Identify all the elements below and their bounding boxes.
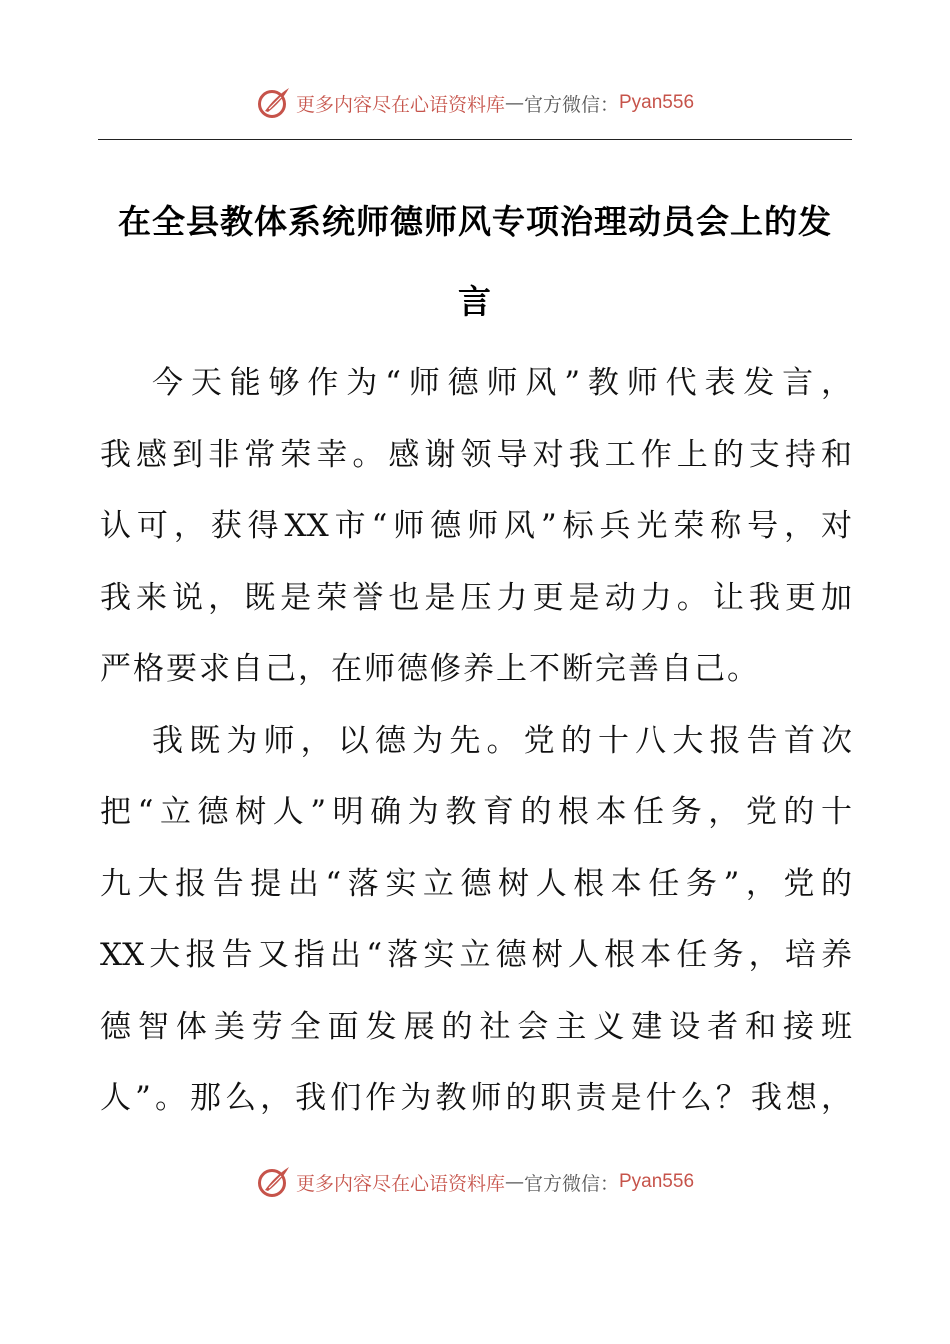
text-line: 今天能够作为“师德师风”教师代表发言， — [152, 365, 852, 401]
document-body — [100, 348, 852, 1135]
text-line: XX大报告又指出“落实立德树人根本任务，培养 — [100, 937, 852, 973]
text-line: 我感到非常荣幸。感谢领导对我工作上的支持和 — [100, 436, 852, 473]
paragraph-2 — [100, 706, 852, 1135]
watermark-brand-text: 更多内容尽在心语资料库 — [295, 1172, 505, 1195]
watermark-wechat-label: 官方微信： — [523, 1172, 619, 1195]
footer-watermark — [0, 1162, 950, 1202]
watermark-wechat-id: Pyan556 — [619, 1171, 695, 1192]
text-line: 人”。那么，我们作为教师的职责是什么？我想， — [100, 1080, 852, 1116]
quill-logo-icon — [256, 85, 292, 121]
title-line-2: 言 — [458, 282, 492, 321]
watermark-dash: — — [504, 92, 524, 114]
text-line: 德智体美劳全面发展的社会主义建设者和接班 — [100, 1008, 852, 1045]
text-line: 九大报告提出“落实立德树人根本任务”，党的 — [100, 865, 852, 902]
text-line: 我既为师，以德为先。党的十八大报告首次 — [152, 722, 852, 759]
watermark-brand-text: 更多内容尽在心语资料库 — [295, 93, 505, 116]
text-line: 我来说，既是荣誉也是压力更是动力。让我更加 — [100, 579, 852, 616]
watermark-wechat-id: Pyan556 — [619, 92, 695, 113]
text-line: 把“立德树人”明确为教育的根本任务，党的十 — [100, 794, 852, 830]
text-line: 认可，获得XX市“师德师风”标兵光荣称号，对 — [100, 508, 852, 544]
paragraph-1 — [100, 348, 852, 706]
header-divider — [98, 139, 852, 140]
text-line: 严格要求自己，在师德修养上不断完善自己。 — [100, 651, 760, 687]
watermark-dash: — — [504, 1171, 524, 1193]
title-line-1: 在全县教体系统师德师风专项治理动员会上的发 — [118, 202, 832, 241]
header-watermark — [0, 83, 950, 123]
document-title — [98, 182, 852, 342]
watermark-wechat-label: 官方微信： — [523, 93, 619, 116]
quill-logo-icon — [256, 1164, 292, 1200]
